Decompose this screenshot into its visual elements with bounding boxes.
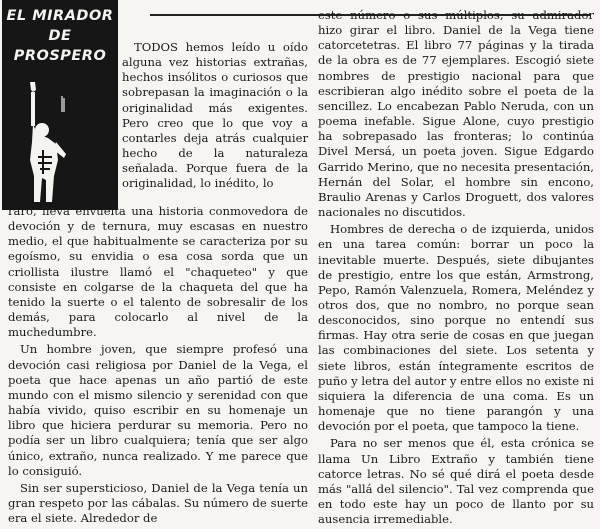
article-paragraph-3-continued: este número o sus múltiplos, su admirador hizo girar el libro. Daniel de la Vega tiene catorcetetras. El libro 77 páginas y la tirada de la obra es de 77 ejemplares. Escogió siete nombres de prestigio nacional para que escribieran algo inédito sobre el poeta de la sencillez. Lo encabezan Pablo Neruda, con un poema inefable. Sigue Alone, cuyo prestigio ha sobrepasado las fronteras; lo continúa Divel Mersá, un poeta joven. Sigue Edgardo Garrido Merino, que no necesita presentación, Hernán del Solar, el hombre sin encono, Braulio Arenas y Carlos Droguett, dos valores nacionales no discutidos. — [318, 8, 594, 220]
masthead-title-line-1: EL MIRADOR — [6, 8, 114, 24]
article-paragraph-1-intro: TODOS hemos leído u oído alguna vez historias extrañas, hechos insólitos o curiosos que sobrepasan la imaginación o la originalidad más exigentes. Pero creo que lo que voy a contarles deja atrás cualquier hecho de la naturaleza señalada. Porque fuera de la originalidad, lo inédito, lo — [122, 40, 308, 191]
masthead-title-line-2: DE — [48, 28, 72, 44]
article-column-1-top — [122, 40, 308, 192]
article-column-2 — [318, 8, 594, 527]
masthead-title — [6, 6, 114, 66]
article-paragraph-1-continued: raro, lleva envuelta una historia conmovedora de devoción y de ternura, muy escasas en nuestro medio, el que habitualmente se caracteriza por su egoísmo, su envidia o esa cosa sorda que un criollista ilustre llamó el "chaqueteo" y que consiste en colgarse de la chaqueta del que ha tenido la suerte o el talento de sobresalir de los demás, para colocarlo al nivel de la muchedumbre. — [8, 204, 308, 340]
man-raising-torch-illustration — [2, 80, 118, 210]
article-paragraph-3: Sin ser supersticioso, Daniel de la Vega tenía un gran respeto por las cábalas. Su número de suerte era el siete. Alrededor de — [8, 480, 308, 526]
article-paragraph-4: Hombres de derecha o de izquierda, unidos en una tarea común: borrar un poco la inevitable muerte. Después, siete dibujantes de prestigio, entre los que están, Armstrong, Pepo, Ramón Valenzuela, Romera, Meléndez y otros dos, que no nombro, no porque sean desconocidos, sino porque no entendí sus firmas. Hay otra serie de cosas en que juegan las combinaciones del siete. Los setenta y siete libros, están íntegramente escritos de puño y letra del autor y entre ellos no existe ni siquiera la diferencia de una coma. Es un homenaje que no tiene parangón y una devoción por el poeta, que tampoco la tiene. — [318, 222, 594, 434]
article-paragraph-5: Para no ser menos que él, esta crónica se llama Un Libro Extraño y también tiene catorce letras. No sé qué dirá el poeta desde más "allá del silencio". Tal vez comprenda que en todo este hay un poco de llanto por su ausencia irremediable. — [318, 436, 594, 527]
masthead-title-line-3: PROSPERO — [13, 48, 107, 64]
column-masthead — [2, 0, 118, 210]
article-paragraph-2: Un hombre joven, que siempre profesó una devoción casi religiosa por Daniel de la Vega, el poeta que hace apenas un año partió de este mundo con el mismo silencio y serenidad con que había vivido, quiso escribir en su homenaje un libro que hiciera perdurar su memoria. Pero no podía ser un libro cualquiera; tenía que ser algo único, extraño, nunca realizado. Y me parece que lo consiguió. — [8, 342, 308, 478]
article-column-1-bottom — [8, 204, 308, 526]
